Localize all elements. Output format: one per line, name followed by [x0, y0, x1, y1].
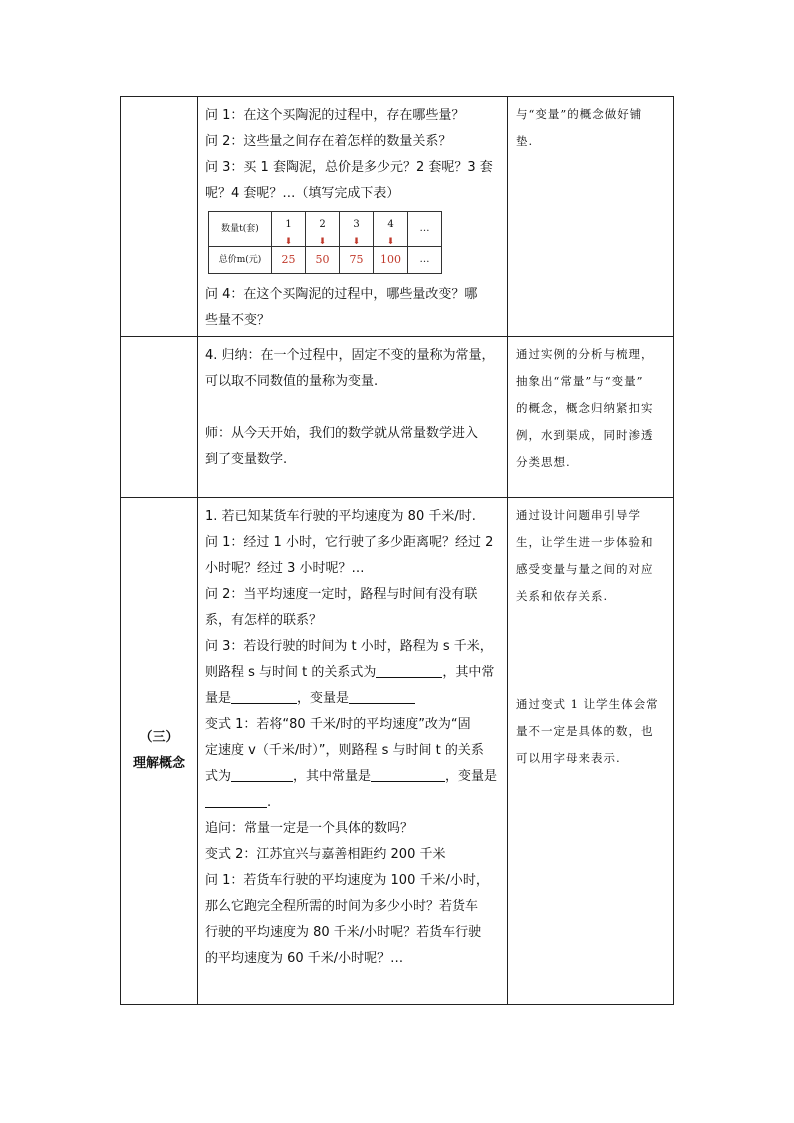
question-text: 小时呢？经过 3 小时呢？… [205, 561, 365, 576]
variation-text: . [205, 790, 501, 816]
arrow-down-icon: ⬇ [318, 237, 327, 247]
note-line: 关系和依存关系. [516, 589, 609, 603]
note-line: 与“变量”的概念做好铺 [516, 107, 643, 121]
quantity-cell: 1 ⬇ [272, 212, 306, 247]
note-line: 感受变量与量之间的对应 [516, 562, 654, 576]
arrow-down-icon: ⬇ [284, 237, 293, 247]
quantity-cell: 4 ⬇ [374, 212, 408, 247]
question-text: 行驶的平均速度为 80 千米/小时呢？若货车行驶 [205, 925, 482, 940]
question-text: 问 4：在这个买陶泥的过程中，哪些量改变？哪 [205, 287, 478, 302]
answer-blank [205, 793, 267, 808]
summary-text: 可以取不同数值的量称为变量. [205, 374, 379, 389]
design-note-cell [508, 498, 674, 1005]
question-text: 问 1：若货车行驶的平均速度为 100 千米/小时， [205, 873, 489, 888]
stage-number: （三） [139, 730, 179, 745]
table-row [121, 337, 674, 498]
summary-text: 4. 归纳：在一个过程中，固定不变的量称为常量， [205, 348, 495, 363]
activity-cell [198, 97, 508, 337]
note-line: 的概念，概念归纳紧扣实 [516, 401, 654, 415]
total-label: 总价m(元) [209, 247, 272, 274]
design-note-cell [508, 337, 674, 498]
total-cell: 100 [374, 247, 408, 274]
stage-cell [121, 337, 198, 498]
question-text: 的平均速度为 60 千米/小时呢？… [205, 951, 404, 966]
question-text: 量是 ，变量是 [205, 686, 501, 712]
answer-blank [376, 663, 442, 678]
question-text: 问 3：若设行驶的时间为 t 小时，路程为 s 千米， [205, 639, 493, 654]
arrow-down-icon: ⬇ [352, 237, 361, 247]
variation-text: 变式 2：江苏宜兴与嘉善相距约 200 千米 [205, 847, 446, 862]
answer-blank [231, 689, 297, 704]
question-text: 呢？4 套呢？…（填写完成下表） [205, 186, 400, 201]
question-text: 问 2：当平均速度一定时，路程与时间有没有联 [205, 587, 478, 602]
note-line: 例，水到渠成，同时渗透 [516, 428, 654, 442]
note-line: 通过实例的分析与梳理， [516, 347, 654, 361]
note-line: 通过设计问题串引导学 [516, 508, 641, 522]
answer-blank [231, 767, 293, 782]
quantity-label: 数量t(套) [209, 212, 272, 247]
note-line: 垫. [516, 134, 534, 148]
variation-text: 变式 1：若将“80 千米/时的平均速度”改为“固 [205, 717, 471, 732]
follow-up-text: 追问：常量一定是一个具体的数吗？ [205, 821, 414, 836]
design-note-cell [508, 97, 674, 337]
question-text: 问 3：买 1 套陶泥，总价是多少元？2 套呢？3 套 [205, 160, 493, 175]
teacher-text: 师：从今天开始，我们的数学就从常量数学进入 [205, 426, 479, 441]
table-row [121, 97, 674, 337]
stage-cell [121, 498, 198, 1005]
quantity-cell: … [408, 212, 442, 247]
question-text: 问 2：这些量之间存在着怎样的数量关系？ [205, 134, 452, 149]
note-line: 通过变式 1 让学生体会常 [516, 697, 659, 711]
question-text: 那么它跑完全程所需的时间为多少小时？若货车 [205, 899, 479, 914]
total-cell: … [408, 247, 442, 274]
stage-cell [121, 97, 198, 337]
arrow-down-icon: ⬇ [386, 237, 395, 247]
question-text: 问 1：经过 1 小时，它行驶了多少距离呢？经过 2 [205, 535, 494, 550]
answer-blank [371, 767, 445, 782]
note-line: 抽象出“常量”与“变量” [516, 374, 644, 388]
activity-cell [198, 337, 508, 498]
price-table [208, 211, 442, 274]
total-cell: 25 [272, 247, 306, 274]
total-cell: 75 [340, 247, 374, 274]
answer-blank [349, 689, 415, 704]
question-text: 些量不变？ [205, 313, 271, 328]
note-line: 量不一定是具体的数，也 [516, 724, 654, 738]
quantity-cell: 3 ⬇ [340, 212, 374, 247]
question-text: 系，有怎样的联系？ [205, 613, 323, 628]
question-text: 问 1：在这个买陶泥的过程中，存在哪些量？ [205, 108, 465, 123]
quantity-cell: 2 ⬇ [306, 212, 340, 247]
question-text: 则路程 s 与时间 t 的关系式为 ，其中常 [205, 665, 495, 680]
note-line: 分类思想. [516, 455, 571, 469]
stage-title: 理解概念 [132, 756, 185, 771]
problem-text: 1. 若已知某货车行驶的平均速度为 80 千米/时. [205, 509, 476, 524]
variation-text: 式为 ，其中常量是 ，变量是 [205, 769, 498, 784]
note-line: 可以用字母来表示. [516, 751, 621, 765]
activity-cell [198, 498, 508, 1005]
lesson-plan-table [120, 96, 674, 1005]
total-cell: 50 [306, 247, 340, 274]
note-line: 生，让学生进一步体验和 [516, 535, 654, 549]
variation-text: 定速度 v（千米/时）”，则路程 s 与时间 t 的关系 [205, 743, 484, 758]
teacher-text: 到了变量数学. [205, 452, 288, 467]
table-row [121, 498, 674, 1005]
